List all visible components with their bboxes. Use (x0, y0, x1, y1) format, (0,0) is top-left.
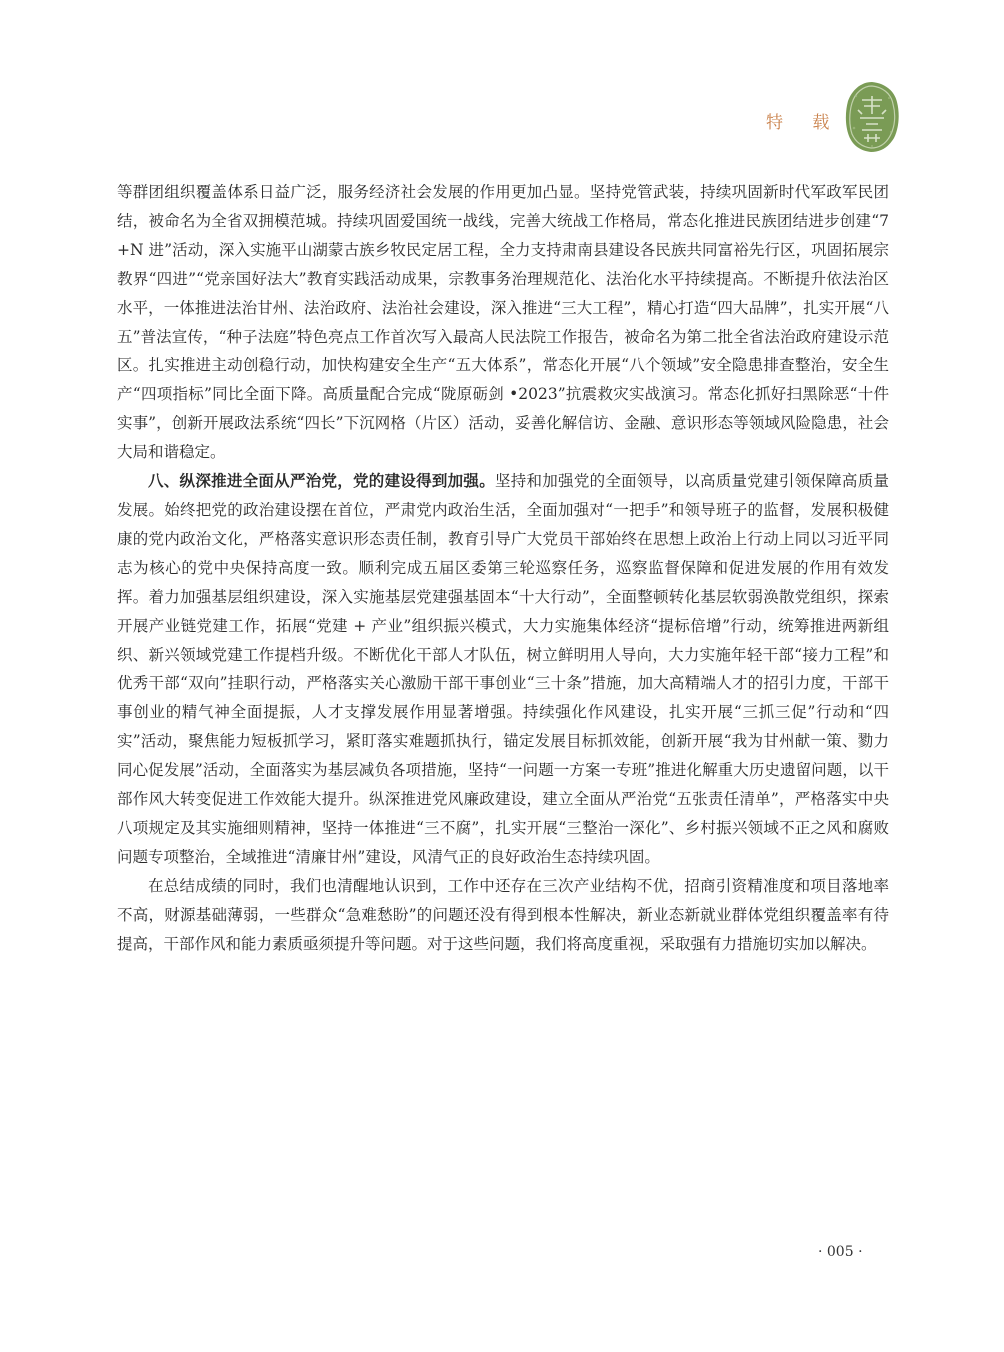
article-body (117, 178, 889, 958)
paragraph-1: 等群团组织覆盖体系日益广泛，服务经济社会发展的作用更加凸显。坚持党管武装，持续巩固新时代军政军民团结，被命名为全省双拥模范城。持续巩固爱国统一战线，完善大统战工作格局，常态化推进民族团结进步创建“7+N 进”活动，深入实施平山湖蒙古族乡牧民定居工程，全力支持肃南县建设各民族共同富裕先行区，巩固拓展宗教界“四进”“党亲国好法大”教育实践活动成果，宗教事务治理规范化、法治化水平持续提高。不断提升依法治区水平，一体推进法治甘州、法治政府、法治社会建设，深入推进“三大工程”，精心打造“四大品牌”，扎实开展“八五”普法宣传，“种子法庭”特色亮点工作首次写入最高人民法院工作报告，被命名为第二批全省法治政府建设示范区。扎实推进主动创稳行动，加快构建安全生产“五大体系”，常态化开展“八个领域”安全隐患排查整治，安全生产“四项指标”同比全面下降。高质量配合完成“陇原砺剑 •2023”抗震救灾实战演习。常态化抓好扫黑除恶“十件实事”，创新开展政法系统“四长”下沉网格（片区）活动，妥善化解信访、金融、意识形态等领域风险隐患，社会大局和谐稳定。 (117, 183, 889, 462)
page-header (0, 80, 1004, 160)
section-label: 特 载 (766, 113, 842, 133)
seal-emblem-icon (842, 80, 902, 154)
paragraph-2 (117, 467, 889, 872)
paragraph-3: 在总结成绩的同时，我们也清醒地认识到，工作中还存在三次产业结构不优，招商引资精准度和项目落地率不高，财源基础薄弱，一些群众“急难愁盼”的问题还没有得到根本性解决，新业态新就业群体党组织覆盖率有待提高，干部作风和能力素质亟须提升等问题。对于这些问题，我们将高度重视，采取强有力措施切实加以解决。 (117, 876, 889, 953)
paragraph-2-text: 坚持和加强党的全面领导，以高质量党建引领保障高质量发展。始终把党的政治建设摆在首位，严肃党内政治生活，全面加强对“一把手”和领导班子的监督，发展积极健康的党内政治文化，严格落实意识形态责任制，教育引导广大党员干部始终在思想上政治上行动上同以习近平同志为核心的党中央保持高度一致。顺利完成五届区委第三轮巡察任务，巡察监督保障和促进发展的作用有效发挥。着力加强基层组织建设，深入实施基层党建强基固本“十大行动”，全面整顿转化基层软弱涣散党组织，探索开展产业链党建工作，拓展“党建 + 产业”组织振兴模式，大力实施集体经济“提标倍增”行动，统筹推进两新组织、新兴领域党建工作提档升级。不断优化干部人才队伍，树立鲜明用人导向，大力实施年轻干部“接力工程”和优秀干部“双向”挂职行动，严格落实关心激励干部干事创业“三十条”措施，加大高精端人才的招引力度，干部干事创业的精气神全面提振，人才支撑发展作用显著增强。持续强化作风建设，扎实开展“三抓三促”行动和“四实”活动，聚焦能力短板抓学习，紧盯落实难题抓执行，锚定发展目标抓效能，创新开展“我为甘州献一策、勠力同心促发展”活动，全面落实为基层减负各项措施，坚持“一问题一方案一专班”推进化解重大历史遗留问题，以干部作风大转变促进工作效能大提升。纵深推进党风廉政建设，建立全面从严治党“五张责任清单”，严格落实中央八项规定及其实施细则精神，坚持一体推进“三不腐”，扎实开展“三整治一深化”、乡村振兴领域不正之风和腐败问题专项整治，全域推进“清廉甘州”建设，风清气正的良好政治生态持续巩固。 (117, 472, 889, 866)
section-heading-8: 八、纵深推进全面从严治党，党的建设得到加强。 (148, 471, 495, 491)
page-number: · 005 · (818, 1244, 863, 1260)
